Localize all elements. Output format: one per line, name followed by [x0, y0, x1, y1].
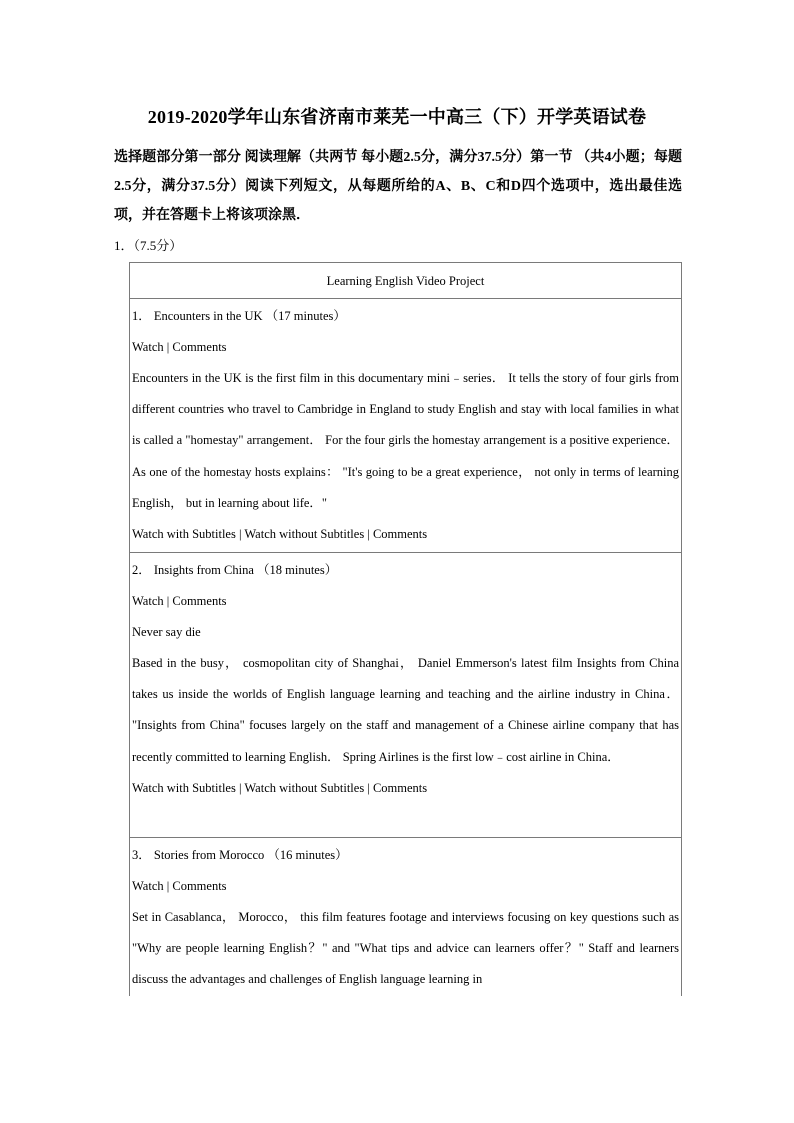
video-description: Encounters in the UK is the first film in this documentary mini﹣series． It tells the story of four girls from different countries who travel to Cambridge in England to study English and stay with local families in what is called a "homestay" arrangement． For the four girls the homestay arrangement is a positive experience． As one of the homestay hosts explains： "It's going to be a great experience， not only in terms of learning English， but in learning about life．" [132, 371, 679, 510]
video-heading: 2． Insights from China （18 minutes） [132, 563, 338, 577]
video-entry [130, 299, 681, 553]
question-number: 1．（7.5分） [114, 238, 183, 253]
watch-comments-links[interactable]: Watch | Comments [132, 879, 227, 893]
exam-title: 2019-2020学年山东省济南市莱芜一中高三（下）开学英语试卷 [147, 107, 647, 127]
section-instructions: 选择题部分第一部分 阅读理解（共两节 每小题2.5分，满分37.5分）第一节 （共4小题；每题2.5分，满分37.5分）阅读下列短文，从每题所给的A、B、C和D四个选项中，选出最佳选项，并在答题卡上将该项涂黑． [114, 150, 682, 223]
subtitle-links[interactable]: Watch with Subtitles | Watch without Subtitles | Comments [132, 527, 428, 542]
passage-table [129, 262, 682, 996]
video-entry [130, 838, 681, 996]
watch-comments-links[interactable]: Watch | Comments [132, 594, 227, 608]
video-description: Set in Casablanca， Morocco， this film features footage and interviews focusing on key questions such as "Why are people learning English？" and "What tips and advice can learners offer？" Staff and learners discuss the advantages and challenges of English language learning in [132, 910, 679, 987]
video-heading: 1． Encounters in the UK （17 minutes） [132, 309, 346, 323]
video-entry [130, 553, 681, 838]
subtitle-links[interactable]: Watch with Subtitles | Watch without Subtitles | Comments [132, 780, 428, 795]
video-heading: 3． Stories from Morocco （16 minutes） [132, 848, 348, 862]
passage-header: Learning English Video Project [130, 263, 681, 299]
video-subtitle: Never say die [132, 625, 201, 639]
video-description: Based in the busy， cosmopolitan city of Shanghai， Daniel Emmerson's latest film Insights from China takes us inside the worlds of English language learning and teaching and the airline industry in China． "Insights from China" focuses largely on the staff and management of a Chinese airline company that has recently committed to learning English． Spring Airlines is the first low﹣cost airline in China． [132, 656, 679, 764]
watch-comments-links[interactable]: Watch | Comments [132, 340, 227, 354]
